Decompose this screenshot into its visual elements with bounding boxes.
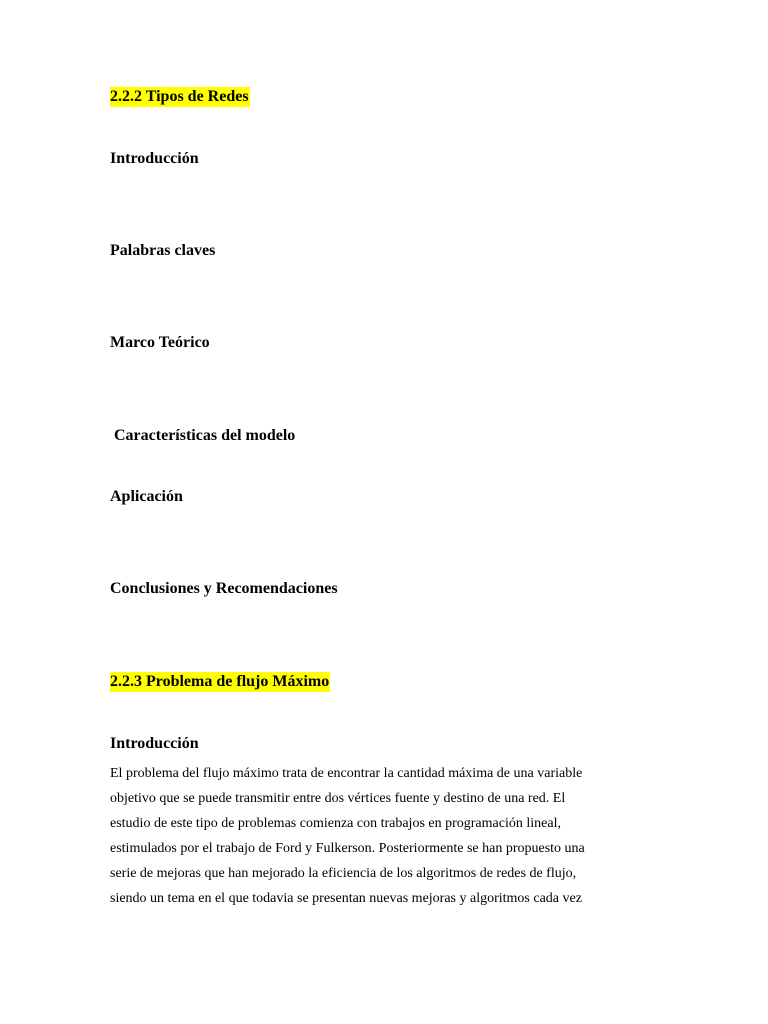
section-heading-conclusiones: Conclusiones y Recomendaciones bbox=[110, 580, 338, 597]
section-heading-introduccion: Introducción bbox=[110, 150, 199, 167]
highlighted-heading-text: 2.2.3 Problema de flujo Máximo bbox=[110, 673, 330, 690]
highlighted-heading-text: 2.2.2 Tipos de Redes bbox=[110, 88, 249, 105]
paragraph-line: estudio de este tipo de problemas comienza con trabajos en programación lineal, bbox=[110, 816, 561, 831]
section-heading-tipos-de-redes bbox=[110, 87, 250, 107]
paragraph-line: objetivo que se puede transmitir entre dos vértices fuente y destino de una red. El bbox=[110, 791, 566, 806]
paragraph-line: El problema del flujo máximo trata de encontrar la cantidad máxima de una variable bbox=[110, 766, 583, 781]
section-heading-introduccion-2: Introducción bbox=[110, 735, 199, 752]
section-heading-aplicacion: Aplicación bbox=[110, 488, 183, 505]
paragraph-line: siendo un tema en el que todavia se presentan nuevas mejoras y algoritmos cada vez bbox=[110, 891, 582, 906]
section-heading-marco-teorico: Marco Teórico bbox=[110, 334, 210, 351]
section-heading-caracteristicas: Características del modelo bbox=[110, 427, 296, 444]
section-heading-palabras-claves: Palabras claves bbox=[110, 242, 216, 259]
section-heading-flujo-maximo bbox=[110, 672, 330, 692]
paragraph-line: estimulados por el trabajo de Ford y Fulkerson. Posteriormente se han propuesto una bbox=[110, 841, 585, 856]
paragraph-line: serie de mejoras que han mejorado la eficiencia de los algoritmos de redes de flujo, bbox=[110, 866, 577, 881]
